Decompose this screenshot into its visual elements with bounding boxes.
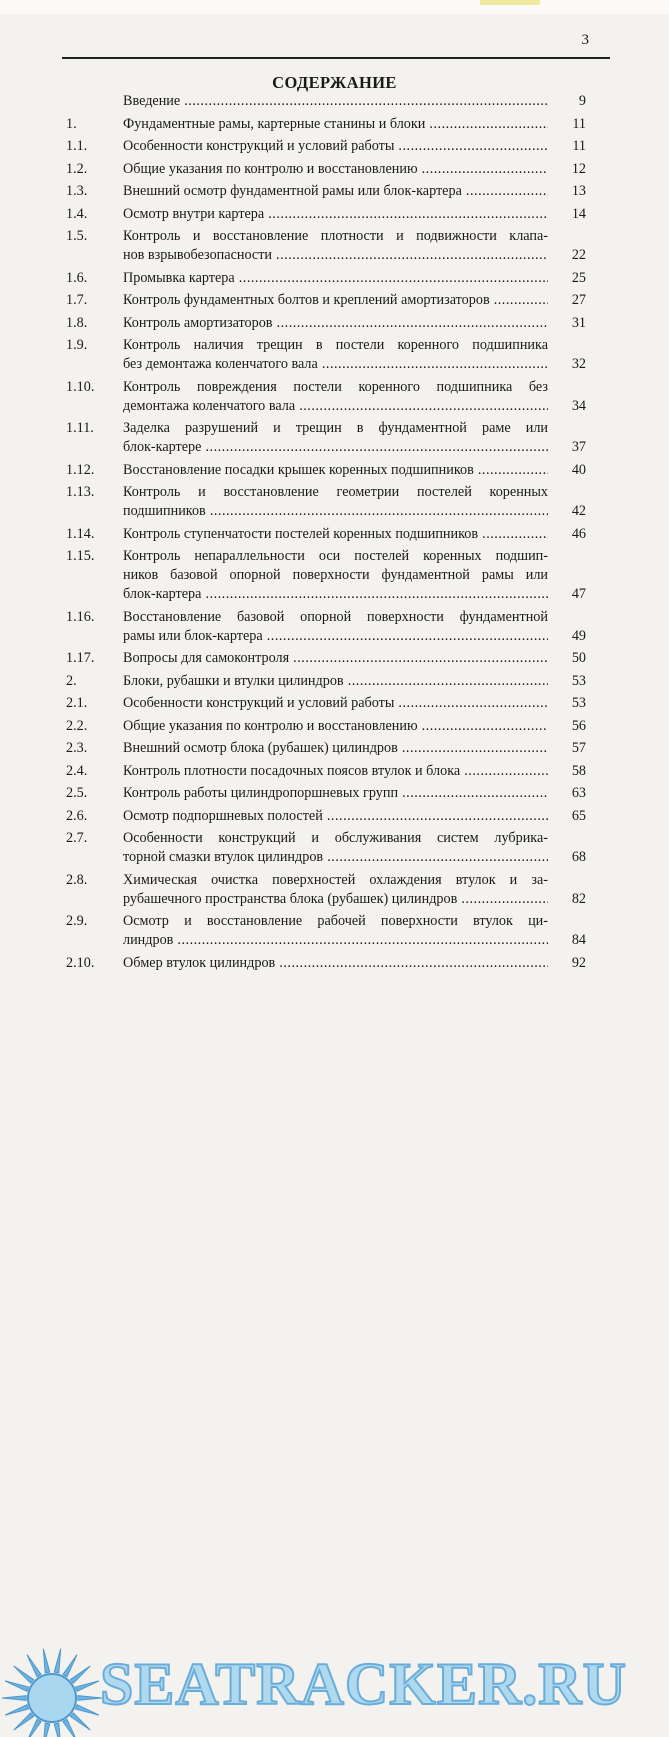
toc-entry-line: демонтажа коленчатого вала ..... xyxy=(123,397,548,416)
toc-entry-line: Осмотр и восстановление рабочей поверхности втулок ци- xyxy=(123,913,548,929)
sun-ray xyxy=(27,1655,41,1677)
toc-entry-number: 1.11. xyxy=(66,420,94,436)
sun-ray xyxy=(14,1713,34,1730)
toc-entry-title xyxy=(123,269,548,288)
toc-entry-title xyxy=(123,547,548,604)
toc-entry-line: Контроль наличия трещин в постели коренного подшипника xyxy=(123,337,548,353)
toc-entry-page: 57 xyxy=(571,740,586,756)
toc-entry-number: 2.9. xyxy=(66,913,88,929)
toc-entry-title xyxy=(123,182,548,201)
toc-entry-title xyxy=(123,784,548,803)
toc-entry-page: 22 xyxy=(571,247,586,263)
toc-entry-line: Блоки, рубашки и втулки цилиндров ..... xyxy=(123,672,548,691)
toc-entry-page: 63 xyxy=(571,785,586,801)
toc-entry-line: Контроль непараллельности оси постелей коренных подшип- xyxy=(123,548,548,564)
toc-entry-title xyxy=(123,608,548,646)
toc-entry-number: 2.4. xyxy=(66,762,88,779)
toc-entry-line: без демонтажа коленчатого вала ..... xyxy=(123,355,548,374)
toc-entry-page: 46 xyxy=(571,525,586,542)
toc-entry-line: рубашечного пространства блока (рубашек) цилиндров ..... xyxy=(123,890,548,909)
toc-entry-number: 1. xyxy=(66,115,77,132)
toc-entry-number: 1.9. xyxy=(66,337,88,353)
toc-entry-line: Особенности конструкций и обслуживания систем лубрика- xyxy=(123,830,548,846)
toc-entry-line: Контроль и восстановление плотности и подвижности клапа- xyxy=(123,228,548,244)
toc-entry-line: Заделка разрушений и трещин в фундаментной раме или xyxy=(123,420,548,436)
toc-entry-title xyxy=(123,762,548,781)
toc-entry-title xyxy=(123,419,548,457)
toc-entry-line: блок-картера ..... xyxy=(123,585,548,604)
sun-ray xyxy=(76,1681,99,1691)
toc-entry-line: Восстановление базовой опорной поверхности фундаментной xyxy=(123,608,548,625)
toc-entry-title xyxy=(123,227,548,265)
toc-entry-line: Контроль повреждения постели коренного подшипника без xyxy=(123,378,548,395)
toc-entry-number: 2.3. xyxy=(66,740,88,756)
toc-entry-page: 25 xyxy=(571,269,586,286)
toc-entry-number: 1.12. xyxy=(66,461,95,478)
toc-entry-number: 1.2. xyxy=(66,160,88,177)
sun-ray xyxy=(5,1681,28,1691)
toc-entry-title xyxy=(123,137,548,156)
sun-ray xyxy=(2,1696,26,1701)
sun-ray xyxy=(63,1719,77,1737)
toc-entry-line: Особенности конструкций и условий работы ..... xyxy=(123,694,548,713)
toc-entry-number: 2.7. xyxy=(66,830,88,846)
toc-entry-line: Общие указания по контролю и восстановлению ..... xyxy=(123,160,548,179)
sun-ray xyxy=(14,1666,34,1683)
toc-entry-line: Восстановление посадки крышек коренных подшипников ..... xyxy=(123,461,548,480)
toc-entry-number: 1.4. xyxy=(66,205,88,222)
toc-entry-line: Промывка картера ..... xyxy=(123,269,548,288)
toc-entry-title xyxy=(123,672,548,691)
toc-entry-number: 2.2. xyxy=(66,717,88,734)
sun-ray xyxy=(70,1713,90,1730)
toc-entry-title xyxy=(123,954,548,973)
toc-entry-line: ников базовой опорной поверхности фундаментной рамы или xyxy=(123,567,548,583)
sun-ray xyxy=(78,1696,102,1701)
toc-entry-title xyxy=(123,525,548,544)
page-title: СОДЕРЖАНИЕ xyxy=(272,73,397,92)
toc-entry-title xyxy=(123,160,548,179)
toc-entry-page: 53 xyxy=(571,695,586,711)
toc-entry-page: 27 xyxy=(571,292,586,308)
toc-entry-line: подшипников ..... xyxy=(123,502,548,521)
toc-entry-page: 40 xyxy=(571,461,586,478)
toc-entry-number: 1.15. xyxy=(66,548,95,564)
sun-ray xyxy=(43,1723,49,1737)
toc-entry-page: 58 xyxy=(571,762,586,779)
toc-entry-number: 2.8. xyxy=(66,871,88,888)
toc-entry-number: 1.14. xyxy=(66,525,95,542)
toc-entry-page: 56 xyxy=(571,717,586,734)
toc-entry-line: линдров ..... xyxy=(123,931,548,950)
toc-entry-title xyxy=(123,483,548,521)
toc-entry-page: 11 xyxy=(572,115,586,132)
toc-entry-title xyxy=(123,336,548,374)
toc-entry-number: 2. xyxy=(66,672,77,689)
toc-entry-number: 2.6. xyxy=(66,807,88,824)
toc-entry-line: Контроль фундаментных болтов и креплений амортизаторов ..... xyxy=(123,291,548,310)
toc-entry-title xyxy=(123,314,548,333)
toc-entry-line: нов взрывобезопасности ..... xyxy=(123,246,548,265)
toc-entry-page: 13 xyxy=(571,183,586,199)
toc-entry-page: 53 xyxy=(571,672,586,689)
toc-entry-line: Осмотр подпоршневых полостей ..... xyxy=(123,807,548,826)
toc-entry-page: 14 xyxy=(571,205,586,222)
toc-entry-page: 47 xyxy=(571,586,586,602)
toc-entry-page: 65 xyxy=(571,807,586,824)
toc-entry-line: Внешний осмотр блока (рубашек) цилиндров ..... xyxy=(123,739,548,758)
sun-ray xyxy=(43,1649,49,1673)
toc-entry-page: 42 xyxy=(571,503,586,519)
sun-ray xyxy=(54,1649,60,1673)
toc-entry-page: 92 xyxy=(571,954,586,971)
sun-ray xyxy=(54,1723,60,1737)
sun-icon xyxy=(2,1636,112,1737)
sun-ray xyxy=(70,1666,90,1683)
toc-entry-page: 34 xyxy=(571,397,586,414)
toc-entry-number: 1.17. xyxy=(66,650,95,666)
toc-entry-line: Контроль плотности посадочных поясов втулок и блока ..... xyxy=(123,762,548,781)
sun-ray xyxy=(27,1719,41,1737)
toc-entry-page: 37 xyxy=(571,439,586,455)
toc-entry-number: 1.1. xyxy=(66,138,88,154)
toc-entry-page: 82 xyxy=(571,890,586,907)
toc-entry-title xyxy=(123,115,548,134)
sun-ray xyxy=(5,1705,28,1715)
toc-entry-number: 1.16. xyxy=(66,608,95,625)
toc-entry-line: Контроль и восстановление геометрии постелей коренных xyxy=(123,484,548,500)
toc-entry-number: 1.5. xyxy=(66,228,88,244)
toc-entry-number: 2.1. xyxy=(66,695,88,711)
toc-entry-line: Введение ..... xyxy=(123,92,548,111)
toc-entry-title xyxy=(123,739,548,758)
toc-entry-title xyxy=(123,461,548,480)
toc-entry-number: 1.10. xyxy=(66,378,95,395)
toc-entry-line: Вопросы для самоконтроля ..... xyxy=(123,649,548,668)
toc-entry-line: рамы или блок-картера ..... xyxy=(123,627,548,646)
toc-entry-title xyxy=(123,205,548,224)
toc-entry-page: 9 xyxy=(578,93,586,109)
toc-entry-number: 2.10. xyxy=(66,954,95,971)
toc-entry-page: 32 xyxy=(571,356,586,372)
toc-entry-title xyxy=(123,92,548,111)
toc-entry-page: 84 xyxy=(571,932,586,948)
toc-entry-line: Осмотр внутри картера ..... xyxy=(123,205,548,224)
toc-entry-number: 1.13. xyxy=(66,484,95,500)
sun-ray xyxy=(63,1655,77,1677)
toc-entry-number: 2.5. xyxy=(66,785,88,801)
toc-entry-line: блок-картере ..... xyxy=(123,438,548,457)
watermark-text: SEATRACKER.RU xyxy=(100,1651,627,1717)
toc-entry-page: 49 xyxy=(571,627,586,644)
toc-entry-page: 11 xyxy=(572,138,586,154)
toc-entry-number: 1.6. xyxy=(66,269,88,286)
toc-entry-title xyxy=(123,717,548,736)
toc-entry-line: торной смазки втулок цилиндров ..... xyxy=(123,848,548,867)
toc-entry-number: 1.7. xyxy=(66,292,88,308)
toc-entry-number: 1.8. xyxy=(66,314,88,331)
toc-entry-title xyxy=(123,694,548,713)
toc-entry-line: Обмер втулок цилиндров ..... xyxy=(123,954,548,973)
toc-entry-line: Контроль ступенчатости постелей коренных подшипников ..... xyxy=(123,525,548,544)
toc-entry-title xyxy=(123,378,548,416)
toc-entry-line: Контроль работы цилиндропоршневых групп ..... xyxy=(123,784,548,803)
toc-entry-page: 50 xyxy=(571,650,586,666)
toc-entry-line: Внешний осмотр фундаментной рамы или блок-картера ..... xyxy=(123,182,548,201)
toc-entry-page: 31 xyxy=(571,314,586,331)
toc-entry-page: 12 xyxy=(571,160,586,177)
toc-entry-line: Общие указания по контролю и восстановлению ..... xyxy=(123,717,548,736)
toc-entry-title xyxy=(123,649,548,668)
toc-entry-number: 1.3. xyxy=(66,183,88,199)
page-number: 3 xyxy=(581,32,589,48)
toc-entry-line: Химическая очистка поверхностей охлаждения втулок и за- xyxy=(123,871,548,888)
toc-entry-line: Контроль амортизаторов ..... xyxy=(123,314,548,333)
sun-ray xyxy=(76,1705,99,1715)
toc-entry-line: Фундаментные рамы, картерные станины и блоки ..... xyxy=(123,115,548,134)
toc-entry-page: 68 xyxy=(571,849,586,865)
toc-entry-title xyxy=(123,291,548,310)
toc-entry-line: Особенности конструкций и условий работы ..... xyxy=(123,137,548,156)
